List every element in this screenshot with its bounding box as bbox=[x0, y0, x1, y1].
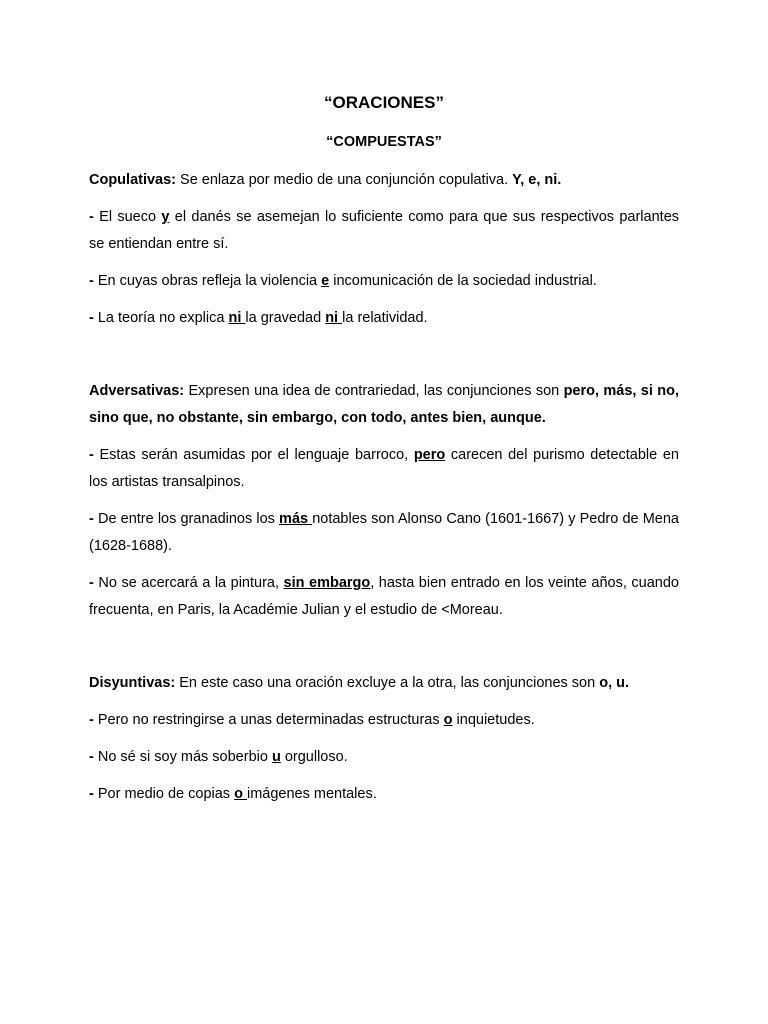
conjunction-highlight: ni bbox=[325, 310, 343, 326]
example-text: la relatividad. bbox=[342, 310, 428, 326]
definition-text: En este caso una oración excluye a la otra, las conjunciones son bbox=[175, 675, 600, 691]
conjunction-list: pero, más, si no, sino que, no obstante, sin embargo, con todo, antes bien, aunque. bbox=[89, 383, 679, 426]
example-text: inquietudes. bbox=[452, 712, 535, 728]
example-dash: - bbox=[89, 273, 94, 289]
example-dash: - bbox=[89, 310, 94, 326]
example-sentence bbox=[89, 506, 679, 560]
conjunction-highlight: u bbox=[271, 749, 281, 765]
adversativas-definition bbox=[89, 378, 679, 432]
document-body bbox=[89, 92, 679, 808]
example-sentence bbox=[89, 570, 679, 624]
conjunction-list: o, u. bbox=[599, 675, 630, 691]
conjunction-highlight: pero bbox=[413, 447, 446, 463]
example-dash: - bbox=[89, 511, 94, 527]
example-dash: - bbox=[89, 749, 94, 765]
conjunction-highlight: o bbox=[234, 786, 247, 802]
example-sentence bbox=[89, 442, 679, 496]
section-label: Adversativas: bbox=[89, 383, 185, 399]
example-dash: - bbox=[89, 209, 94, 225]
disyuntivas-definition bbox=[89, 670, 679, 697]
example-dash: - bbox=[89, 575, 94, 591]
example-text: incomunicación de la sociedad industrial. bbox=[329, 273, 597, 289]
example-sentence bbox=[89, 305, 679, 332]
conjunction-highlight: e bbox=[321, 273, 330, 289]
example-text: , hasta bien entrado en los veinte años, cuando frecuenta, en Paris, la Académie Julian y el estudio de <Moreau. bbox=[89, 575, 679, 618]
section-label: Disyuntivas: bbox=[89, 675, 176, 691]
example-text: carecen del purismo detectable en los artistas transalpinos. bbox=[89, 447, 679, 490]
page-subtitle: “COMPUESTAS” bbox=[326, 134, 442, 150]
example-text: De entre los granadinos los bbox=[93, 511, 280, 527]
example-text: imágenes mentales. bbox=[246, 786, 377, 802]
section-label: Copulativas: bbox=[89, 172, 177, 188]
conjunction-highlight: ni bbox=[228, 310, 246, 326]
example-sentence bbox=[89, 707, 679, 734]
example-sentence bbox=[89, 781, 679, 808]
example-dash: - bbox=[89, 786, 94, 802]
example-text: La teoría no explica bbox=[93, 310, 229, 326]
example-text: Por medio de copias bbox=[93, 786, 235, 802]
example-text: el danés se asemejan lo suficiente como para que sus respectivos parlantes se entiendan entre sí. bbox=[89, 209, 680, 252]
example-text: orgulloso. bbox=[280, 749, 348, 765]
conjunction-highlight: sin embargo bbox=[283, 575, 371, 591]
example-text: En cuyas obras refleja la violencia bbox=[93, 273, 322, 289]
conjunction-highlight: más bbox=[279, 511, 313, 527]
conjunction-list: Y, e, ni. bbox=[512, 172, 562, 188]
example-text: Pero no restringirse a unas determinadas estructuras bbox=[93, 712, 444, 728]
example-text: No se acercará a la pintura, bbox=[93, 575, 284, 591]
example-text: la gravedad bbox=[245, 310, 326, 326]
example-text: Estas serán asumidas por el lenguaje barroco, bbox=[93, 447, 414, 463]
definition-text: Se enlaza por medio de una conjunción copulativa. bbox=[176, 172, 513, 188]
example-sentence bbox=[89, 204, 679, 258]
example-text: notables son Alonso Cano (1601-1667) y Pedro de Mena (1628-1688). bbox=[89, 511, 679, 554]
example-dash: - bbox=[89, 447, 94, 463]
example-sentence bbox=[89, 744, 679, 771]
example-sentence bbox=[89, 268, 679, 295]
copulativas-definition bbox=[89, 167, 679, 194]
definition-text: Expresen una idea de contrariedad, las conjunciones son bbox=[184, 383, 564, 399]
example-text: El sueco bbox=[93, 209, 162, 225]
conjunction-highlight: o bbox=[443, 712, 453, 728]
conjunction-highlight: y bbox=[161, 209, 170, 225]
example-text: No sé si soy más soberbio bbox=[93, 749, 272, 765]
page-title: “ORACIONES” bbox=[324, 93, 444, 112]
example-dash: - bbox=[89, 712, 94, 728]
